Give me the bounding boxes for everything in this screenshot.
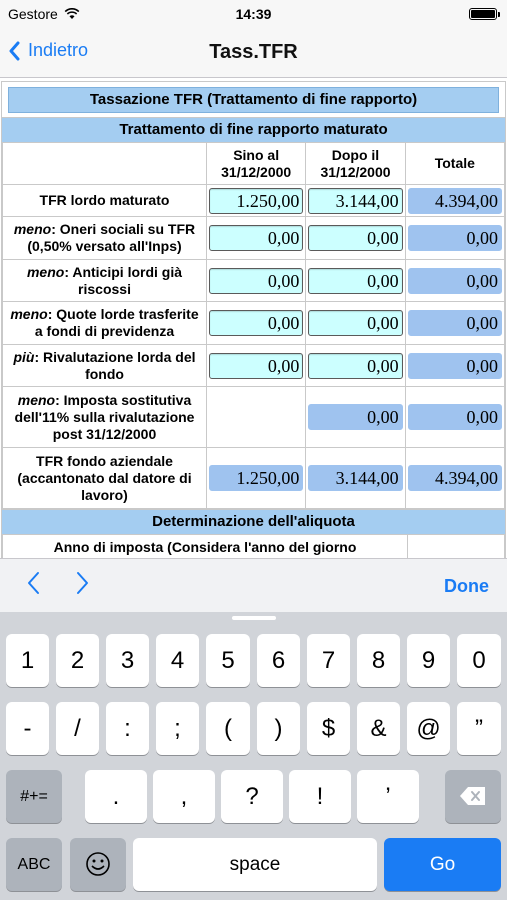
battery-icon	[469, 8, 497, 20]
table-row	[3, 387, 505, 448]
anticipi-sino-input[interactable]: 0,00	[209, 268, 303, 294]
quote-trasferite-sino-input[interactable]: 0,00	[209, 310, 303, 336]
section-header-tfr: Trattamento di fine rapporto maturato	[2, 117, 505, 142]
column-header-dopo: Dopo il 31/12/2000	[306, 143, 405, 185]
chevron-right-icon	[76, 571, 90, 595]
key-5[interactable]: 5	[206, 634, 250, 687]
next-field-button[interactable]	[76, 571, 90, 602]
emoji-key[interactable]	[70, 838, 126, 891]
rivalutazione-dopo-input[interactable]: 0,00	[308, 353, 402, 379]
symbols-key[interactable]: #+=	[6, 770, 62, 823]
key-9[interactable]: 9	[407, 634, 450, 687]
imposta-sostitutiva-totale-value: 0,00	[408, 404, 502, 430]
key-1[interactable]: 1	[6, 634, 49, 687]
section-header-aliquota: Determinazione dell'aliquota	[2, 509, 505, 534]
table-header-row	[3, 143, 505, 185]
key-minus[interactable]: -	[6, 702, 49, 755]
backspace-icon	[459, 786, 487, 806]
tfr-aziendale-dopo-value: 3.144,00	[308, 465, 402, 491]
key-8[interactable]: 8	[357, 634, 400, 687]
tfr-aziendale-totale-value: 4.394,00	[408, 465, 502, 491]
key-slash[interactable]: /	[56, 702, 99, 755]
tfr-lordo-totale-value: 4.394,00	[408, 188, 502, 214]
rivalutazione-totale-value: 0,00	[408, 353, 502, 379]
numeric-keyboard	[0, 612, 507, 900]
key-3[interactable]: 3	[106, 634, 149, 687]
key-comma[interactable]: ,	[153, 770, 215, 823]
chevron-left-icon	[26, 571, 40, 595]
anticipi-totale-value: 0,00	[408, 268, 502, 294]
table-row	[3, 345, 505, 387]
emoji-icon	[85, 851, 111, 877]
table-row	[3, 448, 505, 509]
carrier-name: Gestore	[8, 6, 58, 22]
key-colon[interactable]: :	[106, 702, 149, 755]
key-semicolon[interactable]: ;	[156, 702, 199, 755]
key-question[interactable]: ?	[221, 770, 283, 823]
backspace-key[interactable]	[445, 770, 501, 823]
oneri-sociali-sino-input[interactable]: 0,00	[209, 225, 303, 251]
tfr-lordo-sino-input[interactable]: 1.250,00	[209, 188, 303, 214]
key-close-paren[interactable]: )	[257, 702, 300, 755]
key-ampersand[interactable]: &	[357, 702, 400, 755]
aliquota-table	[2, 534, 505, 558]
anno-imposta-cell[interactable]	[408, 535, 505, 559]
tfr-aziendale-sino-value: 1.250,00	[209, 465, 303, 491]
column-header-totale: Totale	[405, 143, 504, 185]
back-label: Indietro	[28, 40, 89, 60]
key-period[interactable]: .	[85, 770, 147, 823]
key-quote[interactable]: ”	[457, 702, 501, 755]
row-label: meno: Imposta sostitutiva dell'11% sulla rivalutazione post 31/12/2000	[3, 387, 207, 448]
rivalutazione-sino-input[interactable]: 0,00	[209, 353, 303, 379]
table-row	[3, 260, 505, 302]
key-2[interactable]: 2	[56, 634, 99, 687]
row-label: più: Rivalutazione lorda del fondo	[3, 345, 207, 387]
status-time: 14:39	[235, 6, 272, 22]
tfr-form	[1, 81, 506, 558]
oneri-sociali-totale-value: 0,00	[408, 225, 502, 251]
imposta-sostitutiva-dopo-value: 0,00	[308, 404, 402, 430]
key-7[interactable]: 7	[307, 634, 350, 687]
abc-key[interactable]: ABC	[6, 838, 62, 891]
row-label: TFR lordo maturato	[3, 185, 207, 217]
form-scroll-area[interactable]	[0, 78, 507, 558]
row-label: meno: Oneri sociali su TFR (0,50% versato all'Inps)	[3, 217, 207, 260]
table-row	[3, 535, 505, 559]
navigation-bar	[0, 28, 507, 78]
done-button[interactable]: Done	[444, 576, 489, 596]
key-apostrophe[interactable]: ’	[357, 770, 419, 823]
key-6[interactable]: 6	[257, 634, 300, 687]
key-dollar[interactable]: $	[307, 702, 350, 755]
key-0[interactable]: 0	[457, 634, 501, 687]
key-open-paren[interactable]: (	[206, 702, 250, 755]
table-row	[3, 217, 505, 260]
empty-header-cell	[3, 143, 207, 185]
row-label: meno: Anticipi lordi già riscossi	[3, 260, 207, 302]
tfr-lordo-dopo-input[interactable]: 3.144,00	[308, 188, 402, 214]
space-key[interactable]: space	[133, 838, 377, 891]
column-header-sino: Sino al 31/12/2000	[207, 143, 306, 185]
empty-cell	[207, 387, 306, 448]
row-label: TFR fondo aziendale (accantonato dal datore di lavoro)	[3, 448, 207, 509]
anno-imposta-label: Anno di imposta (Considera l'anno del giorno	[3, 535, 408, 559]
previous-field-button[interactable]	[26, 571, 40, 602]
status-bar	[0, 0, 507, 28]
quote-trasferite-dopo-input[interactable]: 0,00	[308, 310, 402, 336]
oneri-sociali-dopo-input[interactable]: 0,00	[308, 225, 402, 251]
go-key[interactable]: Go	[384, 838, 501, 891]
key-4[interactable]: 4	[156, 634, 199, 687]
keyboard-accessory-bar	[0, 558, 507, 612]
table-row	[3, 302, 505, 345]
table-row	[3, 185, 505, 217]
tfr-table	[2, 142, 505, 509]
keyboard-handle	[232, 616, 276, 620]
page-title: Tass.TFR	[209, 41, 298, 63]
form-title: Tassazione TFR (Trattamento di fine rapporto)	[8, 87, 499, 113]
row-label: meno: Quote lorde trasferite a fondi di previdenza	[3, 302, 207, 345]
key-at[interactable]: @	[407, 702, 450, 755]
quote-trasferite-totale-value: 0,00	[408, 310, 502, 336]
key-exclamation[interactable]: !	[289, 770, 351, 823]
anticipi-dopo-input[interactable]: 0,00	[308, 268, 402, 294]
